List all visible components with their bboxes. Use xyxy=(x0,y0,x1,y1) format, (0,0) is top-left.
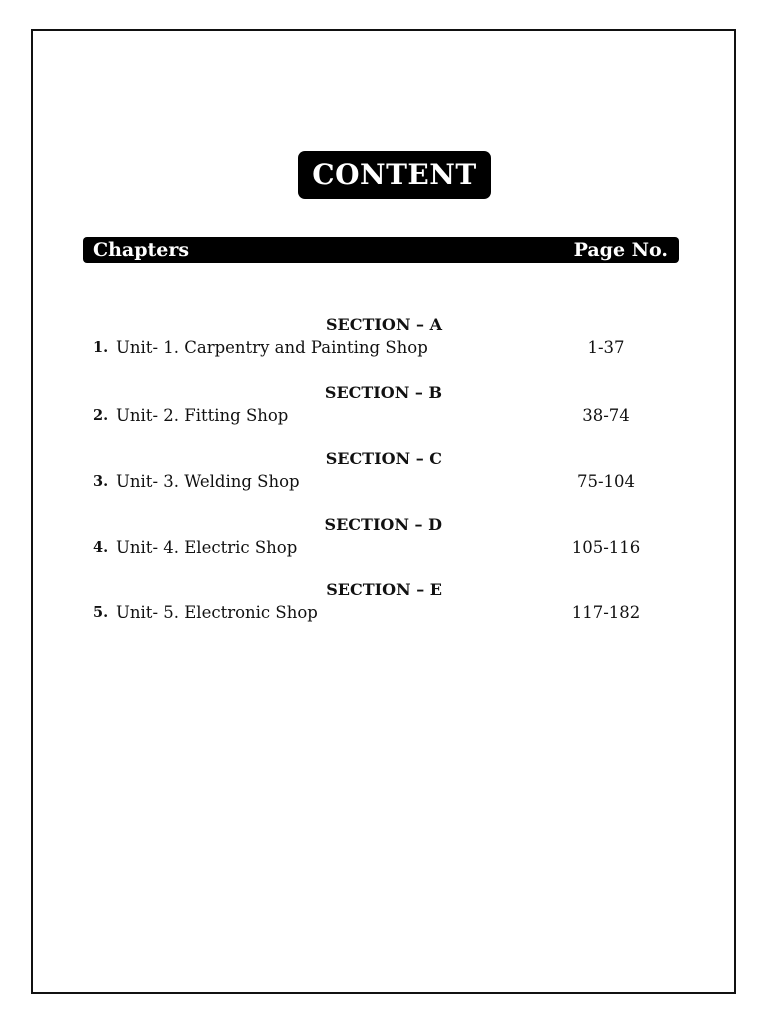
section-heading-e: SECTION – E xyxy=(326,580,442,599)
entry-page-range: 117-182 xyxy=(571,603,641,622)
entry-number: 1. xyxy=(93,339,109,356)
toc-entry[interactable] xyxy=(93,337,663,359)
entry-page-range: 105-116 xyxy=(571,538,641,557)
entry-page-range: 38-74 xyxy=(582,406,630,425)
entry-title: Unit- 1. Carpentry and Painting Shop xyxy=(116,338,428,357)
entry-page-range: 75-104 xyxy=(576,472,636,491)
toc-entry[interactable] xyxy=(93,471,663,493)
entry-title: Unit- 3. Welding Shop xyxy=(116,472,300,491)
entry-title: Unit- 4. Electric Shop xyxy=(116,538,298,557)
entry-title: Unit- 5. Electronic Shop xyxy=(116,603,318,622)
toc-entry[interactable] xyxy=(93,405,663,427)
section-heading-d: SECTION – D xyxy=(324,515,442,534)
table-header-bar xyxy=(83,237,679,263)
toc-entry[interactable] xyxy=(93,602,663,624)
section-heading-c: SECTION – C xyxy=(325,449,442,468)
section-heading-a: SECTION – A xyxy=(326,315,442,334)
chapters-column-header: Chapters xyxy=(93,239,190,261)
entry-number: 3. xyxy=(93,473,109,490)
entry-number: 4. xyxy=(93,539,109,556)
entry-page-range: 1-37 xyxy=(587,338,625,357)
page-title: CONTENT xyxy=(298,151,491,199)
entry-number: 2. xyxy=(93,407,109,424)
entry-number: 5. xyxy=(93,604,109,621)
toc-entry[interactable] xyxy=(93,537,663,559)
entry-title: Unit- 2. Fitting Shop xyxy=(116,406,289,425)
page-no-column-header: Page No. xyxy=(573,239,668,261)
section-heading-b: SECTION – B xyxy=(324,383,442,402)
